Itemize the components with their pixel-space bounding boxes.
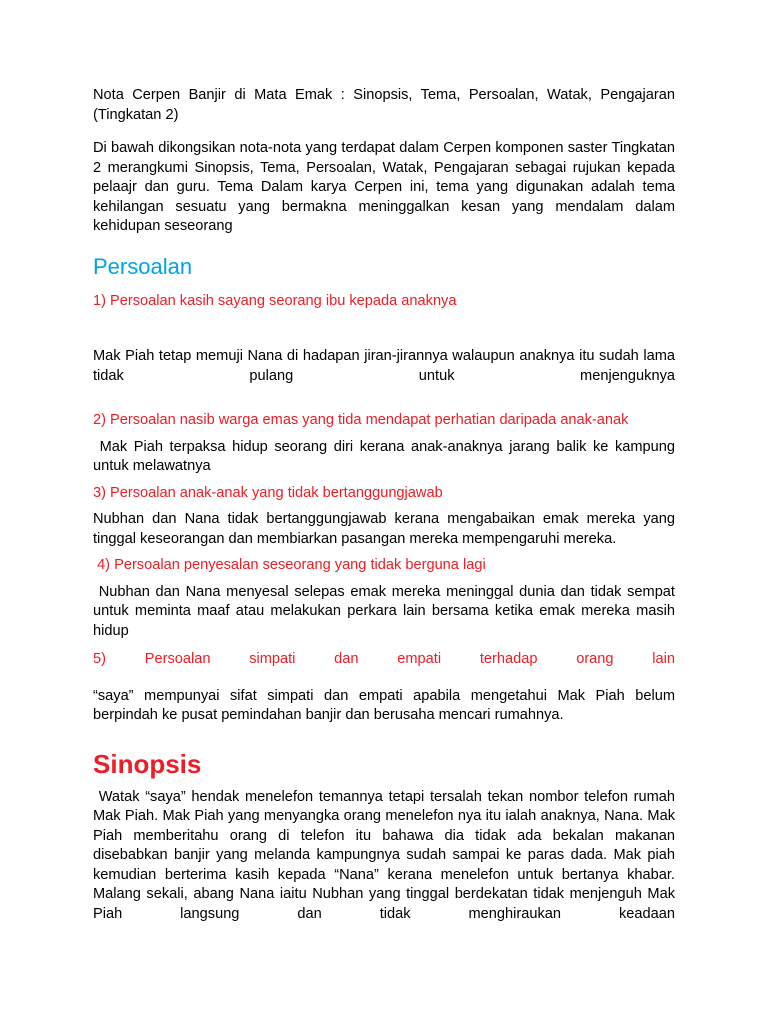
sinopsis-body: Watak “saya” hendak menelefon temannya tetapi tersalah tekan nombor telefon rumah Mak Piah. Mak Piah yang menyangka orang menelefon nya itu ialah anaknya, Nana. Mak Piah memberitahu orang di telefon itu bahawa dia tidak ada bekalan makanan disebabkan banjir yang melanda kampungnya sudah sampai ke paras dada. Mak piah kemudian berterima kasih kepada “Nana” kerana menelefon untuk bertanya khabar. Malang sekali, abang Nana iaitu Nubhan yang tinggal berdekatan tidak menjenguh Mak Piah langsung dan tidak menghiraukan keadaan [93, 788, 675, 922]
persoalan-heading: Persoalan [93, 253, 193, 279]
persoalan-5-title: 5) Persoalan simpati dan empati terhadap orang lain [93, 651, 675, 667]
persoalan-4-body: Nubhan dan Nana menyesal selepas emak mereka meninggal dunia dan tidak sempat untuk meminta maaf atau melakukan perkara lain bersama ketika emak mereka masih hidup [93, 583, 675, 639]
persoalan-1-title: 1) Persoalan kasih sayang seorang ibu kepada anaknya [93, 292, 457, 309]
persoalan-3-body: Nubhan dan Nana tidak bertanggungjawab kerana mengabaikan emak mereka yang tinggal keseorangan dan membiarkan pasangan mereka mempengaruhi mereka. [93, 511, 675, 547]
title-line: Nota Cerpen Banjir di Mata Emak : Sinopsis, Tema, Persoalan, Watak, Pengajaran (Tingkatan 2) [93, 87, 675, 123]
sinopsis-heading: Sinopsis [93, 748, 202, 779]
persoalan-2-body: Mak Piah terpaksa hidup seorang diri kerana anak-anaknya jarang balik ke kampung untuk melawatnya [93, 438, 676, 474]
persoalan-2-title: 2) Persoalan nasib warga emas yang tida mendapat perhatian daripada anak-anak [93, 412, 629, 428]
persoalan-4-title: 4) Persoalan penyesalan seseorang yang tidak berguna lagi [97, 557, 486, 573]
persoalan-1-body: Mak Piah tetap memuji Nana di hadapan jiran-jirannya walaupun anaknya itu sudah lama tidak pulang untuk menjenguknya [93, 348, 675, 384]
persoalan-5-body: “saya” mempunyai sifat simpati dan empati apabila mengetahui Mak Piah belum berpindah ke pusat pemindahan banjir dan berusaha mencari rumahnya. [93, 687, 675, 723]
intro-paragraph: Di bawah dikongsikan nota-nota yang terdapat dalam Cerpen komponen saster Tingkatan 2 merangkumi Sinopsis, Tema, Persoalan, Watak, Pengajaran sebagai rujukan kepada pelaajr dan guru. Tema Dalam karya Cerpen ini, tema yang digunakan adalah tema kehilangan sesuatu yang bermakna meninggalkan kesan yang mendalam dalam kehidupan seseorang [93, 140, 675, 234]
persoalan-3-title: 3) Persoalan anak-anak yang tidak bertanggungjawab [93, 484, 443, 501]
document-page [93, 86, 675, 924]
